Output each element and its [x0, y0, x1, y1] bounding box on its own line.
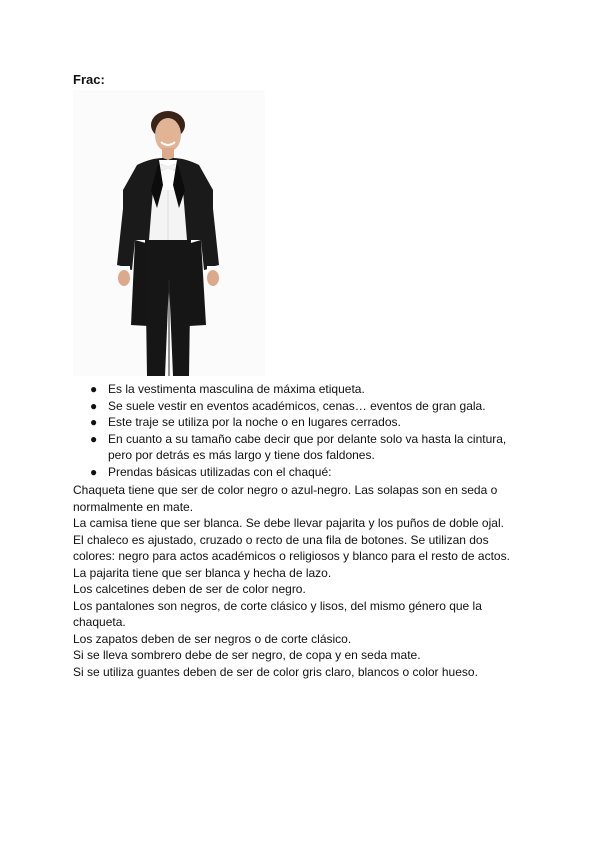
list-item-text: Es la vestimenta masculina de máxima etiqueta. [108, 382, 365, 396]
bullet-icon: ● [90, 398, 98, 413]
paragraph: La pajarita tiene que ser blanca y hecha de lazo. [73, 565, 332, 580]
list-item-text: Prendas básicas utilizadas con el chaqué: [108, 464, 332, 479]
list-item-text: En cuanto a su tamaño cabe decir que por delante solo va hasta la cintura, pero por detrás es más largo y tiene dos faldones. [108, 431, 507, 462]
bullet-icon: ● [90, 431, 98, 446]
paragraph: Si se lleva sombrero debe de ser negro, de copa y en seda mate. [73, 648, 421, 662]
list-item [90, 381, 530, 398]
page-title: Frac: [73, 72, 105, 87]
list-item-text: Se suele vestir en eventos académicos, cenas… eventos de gran gala. [108, 398, 486, 413]
body-text [73, 482, 523, 680]
bullet-icon: ● [90, 382, 98, 396]
bullet-list [90, 381, 530, 480]
tailcoat-photo [73, 90, 265, 376]
paragraph: Chaqueta tiene que ser de color negro o azul-negro. Las solapas son en seda o normalmente en mate. [73, 483, 498, 514]
paragraph: Los calcetines deben de ser de color negro. [73, 582, 306, 596]
list-item [90, 464, 530, 481]
paragraph: Los zapatos deben de ser negros o de corte clásico. [73, 631, 352, 646]
man-in-tailcoat-illustration [73, 90, 265, 376]
bullet-icon: ● [90, 464, 98, 479]
list-item-text: Este traje se utiliza por la noche o en lugares cerrados. [108, 415, 401, 429]
paragraph: Los pantalones son negros, de corte clásico y lisos, del mismo género que la chaqueta. [73, 598, 482, 629]
list-item [90, 414, 530, 431]
paragraph: El chaleco es ajustado, cruzado o recto de una fila de botones. Se utilizan dos colores: negro para actos académicos o religiosos y blanco para el resto de actos. [73, 532, 510, 563]
bullet-icon: ● [90, 415, 98, 429]
list-item [90, 398, 530, 415]
paragraph: Si se utiliza guantes deben de ser de color gris claro, blancos o color hueso. [73, 664, 478, 679]
paragraph: La camisa tiene que ser blanca. Se debe llevar pajarita y los puños de doble ojal. [73, 516, 504, 530]
list-item [90, 431, 530, 464]
